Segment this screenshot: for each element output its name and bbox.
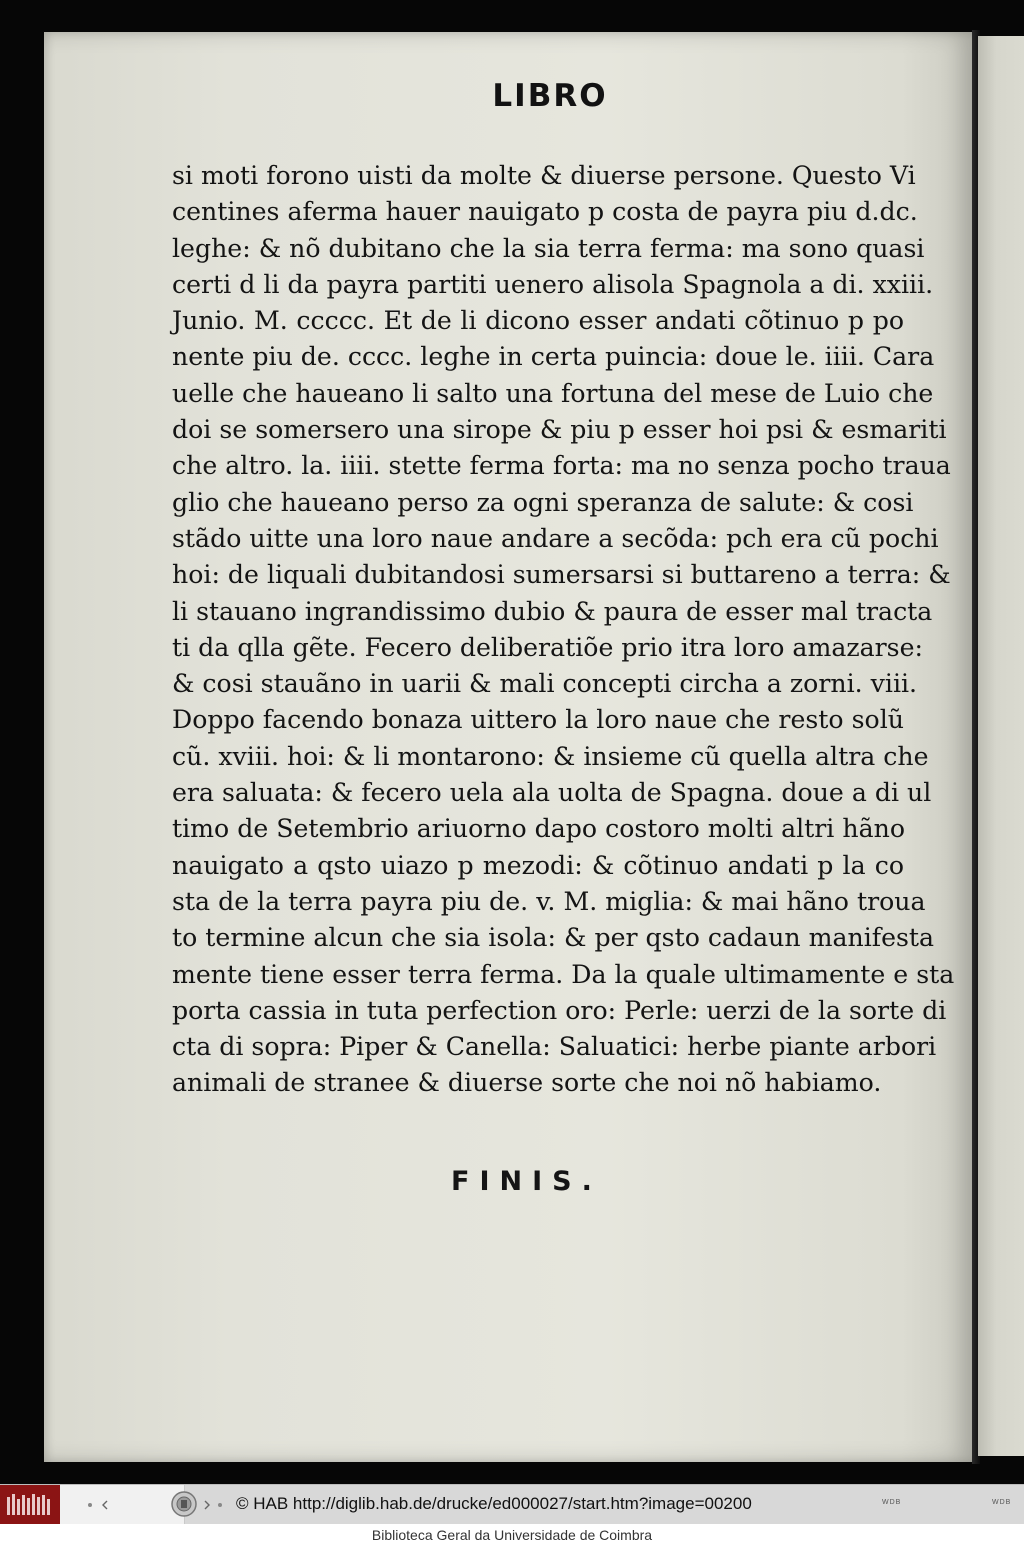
text-line: li stauano ingrandissimo dubio & paura de esser mal tracta (172, 596, 933, 626)
wdb-logo-small[interactable]: WDB (882, 1499, 902, 1506)
text-line: era saluata: & fecero uela ala uolta de Spagna. doue a di ul (172, 778, 932, 808)
text-line: nente piu de. cccc. leghe in certa puincia: doue le. iiii. Cara (172, 342, 935, 372)
library-logo-icon (6, 1493, 52, 1517)
text-line: timo de Setembrio ariuorno dapo costoro molti altri hãno (172, 814, 905, 844)
text-line: porta cassia in tuta perfection oro: Perle: uerzi de la sorte di (172, 995, 947, 1025)
page-navigation[interactable] (60, 1485, 185, 1525)
library-seal-icon (170, 1490, 198, 1518)
text-line: centines aferma hauer nauigato p costa de payra piu d.dc. (172, 197, 918, 227)
text-line: Doppo facendo bonaza uittero la loro naue che resto solũ (172, 705, 904, 735)
text-line: uelle che haueano li salto una fortuna del mese de Luio che (172, 378, 934, 408)
text-line: certi d li da payra partiti uenero alisola Spagnola a di. xxiii. (172, 269, 934, 299)
text-line: ti da qlla gẽte. Fecero deliberatiõe prio itra loro amazarse: (172, 632, 923, 662)
text-line: che altro. la. iiii. stette ferma forta: ma no senza pocho traua (172, 451, 951, 481)
text-line: si moti forono uisti da molte & diuerse persone. Questo Vi (172, 161, 916, 190)
text-line: nauigato a qsto uiazo p mezodi: & cõtinuo andati p la co (172, 850, 904, 880)
text-line: doi se somersero una sirope & piu p esser hoi psi & esmariti (172, 415, 947, 445)
facing-page-edge (978, 36, 1024, 1456)
running-heading: LIBRO (492, 78, 608, 114)
wdb-logo-small-2[interactable]: WDB (992, 1499, 1012, 1506)
text-line: stãdo uitte una loro naue andare a secõda: pch era cũ pochi (172, 523, 939, 553)
previous-dot-icon[interactable] (86, 1501, 94, 1509)
permalink-url[interactable]: © HAB http://diglib.hab.de/drucke/ed000027/start.htm?image=00200 (236, 1494, 752, 1513)
footer-credit: Biblioteca Geral da Universidade de Coimbra (0, 1524, 1024, 1546)
arrow-right-icon[interactable] (202, 1500, 212, 1510)
text-line: cũ. xviii. hoi: & li montarono: & insieme cũ quella altra che (172, 741, 929, 771)
text-line: glio che haueano perso za ogni speranza de salute: & cosi (172, 487, 914, 517)
text-line: mente tiene esser terra ferma. Da la quale ultimamente e sta (172, 959, 955, 989)
finis-colophon: FINIS. (451, 1166, 602, 1197)
text-line: cta di sopra: Piper & Canella: Saluatici: herbe piante arbori (172, 1032, 937, 1062)
next-dot-icon[interactable] (216, 1501, 224, 1509)
library-logo[interactable] (0, 1485, 60, 1525)
viewer-toolbar (0, 1484, 1024, 1525)
arrow-left-icon[interactable] (100, 1500, 110, 1510)
text-line: leghe: & nõ dubitano che la sia terra ferma: ma sono quasi (172, 233, 925, 263)
text-line: to termine alcun che sia isola: & per qsto cadaun manifesta (172, 923, 935, 953)
text-line: Junio. M. ccccc. Et de li dicono esser andati cõtinuo p po (172, 306, 904, 336)
text-line: hoi: de liquali dubitandosi sumersarsi si buttareno a terra: & (172, 560, 951, 590)
text-line: sta de la terra payra piu de. v. M. miglia: & mai hãno troua (172, 886, 926, 916)
text-line: & cosi stauãno in uarii & mali concepti circha a zorni. viii. (172, 669, 918, 699)
text-line: animali de stranee & diuerse sorte che noi nõ habiamo. (172, 1068, 882, 1098)
body-text (172, 158, 955, 1102)
